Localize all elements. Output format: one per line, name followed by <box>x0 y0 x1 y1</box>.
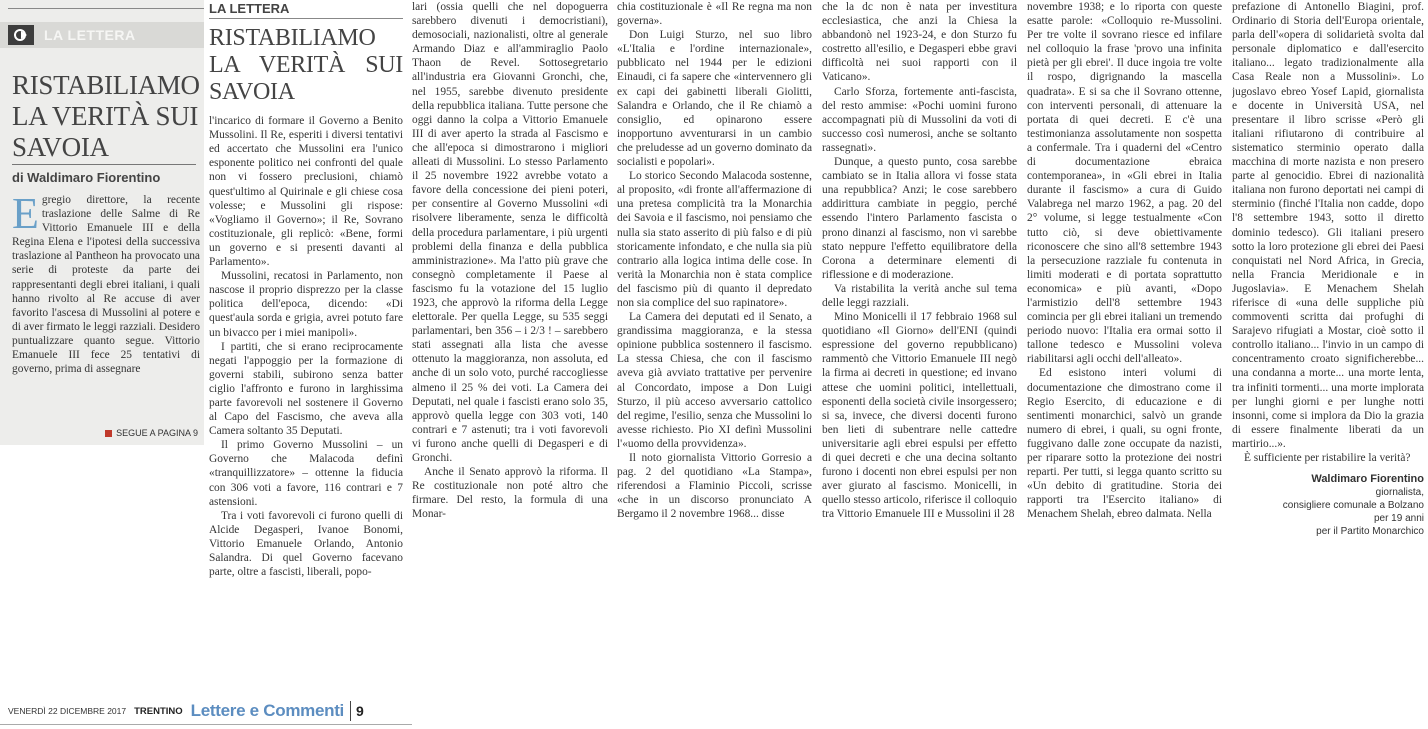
signature-line: per 19 anni <box>1373 513 1424 525</box>
article-column-4 <box>822 0 1017 695</box>
intro-top-rule <box>8 8 204 9</box>
article-column-1 <box>209 0 403 695</box>
footer-page-number: 9 <box>355 703 364 719</box>
intro-body <box>12 189 200 376</box>
paragraph: Ed esistono interi volumi di documentazione che dimostrano come il Regio Esercito, di educazione e di sentimenti monarchici, salvò un grande numero di ebrei, i quali, su ogni fronte, fuggivano dalle zone occupate da nazisti, per riparare sotto la protezione dei nostri reparti. Per tutti, si legga quanto scritto su «Un debito di gratitudine. Storia dei rapporti tra l'Esercito italiano» di Menachem Shelah, ebreo dalmata. Nella <box>1027 367 1222 521</box>
intro-byline: di Waldimaro Fiorentino <box>12 170 161 185</box>
intro-headline: RISTABILIAMO LA VERITÀ SUI SAVOIA <box>12 70 200 162</box>
paragraph: prefazione di Antonello Biagini, prof. Ordinario di Storia dell'Europa orientale, parla dell'«opera di solidarietà svolta dal personale diplomatico e dall'esercito italiano... legato tradizionalmente alla Casa Reale non a Mussolini». Lo jugoslavo ebreo Yosef Lapid, giornalista e docente in Università USA, nel presentare il libro scrisse «Però gli italiani rifiutarono di contribuire al sistematico sterminio operato dalla macchina di morte nazista e non presero parte al genocidio. Ebrei di nazionalità italiana non furono deportati nei campi di sterminio (finché l'Italia non cadde, dopo l'8 settembre 1943, sotto il diretto dominio tedesco). Gli italiani presero sotto la loro protezione gli ebrei dei Paesi conquistati nel Nord Africa, in Grecia, nella Francia Meridionale e in Jugoslavia». E Menachem Shelah riferisce di «una delle suppliche più commoventi scritta dai profughi di Sarajevo rifugiati a Mostar, cioè sotto il controllo italiano... l'invio in un campo di concentramento croato significherebbe... una condanna a morte... una morte lenta, tra infiniti tormenti... una morte implorata per lunghi giorni e per lunghe notti insonni, come si implora da Dio la grazia di essere finalmente liberati da un martirio...». <box>1232 1 1424 450</box>
article-column-6 <box>1232 0 1424 700</box>
paragraph: Tra i voti favorevoli ci furono quelli di Alcide Degasperi, Ivanoe Bonomi, Vittorio Emanuele Orlando, Antonio Salandra. Di quel Governo facevano parte, oltre a fascisti, liberali, popo- <box>209 509 403 579</box>
paragraph: chia costituzionale è «Il Re regna ma non governa». <box>617 1 812 28</box>
intro-headline-rule <box>12 164 196 165</box>
page-footer <box>0 698 412 725</box>
paragraph: lari (ossia quelli che nel dopoguerra sarebbero divenuti i democristiani), demosociali, nazionalisti, oltre al generale Armando Diaz e all'ammiraglio Paolo Thaon de Revel. Sottosegretario all'industria era Giovanni Gronchi, che, nel 1955, sarebbe divenuto presidente della repubblica italiana. Tutte persone che oggi danno la colpa a Vittorio Emanuele III di aver aperto la strada al Fascismo e che all'epoca si dimostrarono i migliori alleati di Mussolini. Lo stesso Parlamento il 25 novembre 1922 avrebbe votato a favore della concessione dei pieni poteri, per consentire al Governo Mussolini «di risolvere liberamente, senza le difficoltà della procedura parlamentare, i più urgenti problemi della finanza e della pubblica amministrazione». Ma l'atto più grave che consegnò completamente il Paese al fascismo fu la votazione del 15 luglio 1923, che approvò la riforma della Legge elettorale. Per quella Legge, su 535 seggi parlamentari, ben 356 – i 2/3 ! – sarebbero stati assegnati alla lista che avesse ottenuto la maggioranza, non assoluta, ed anche di un solo voto, purché raccogliesse almeno il 25 % dei voti. La Camera dei Deputati, nel quale i fascisti erano solo 35, approvò quella legge con 303 voti, 140 contrari e 7 astenuti; tra i voti favorevoli vi furono anche quelli di Degasperi e di Gronchi. <box>412 1 608 464</box>
paragraph: Anche il Senato approvò la riforma. Il Re costituzionale non poté altro che firmare. Del resto, la formula di una Monar- <box>412 466 608 521</box>
signature-line: consigliere comunale a Bolzano <box>1282 500 1424 512</box>
continue-label: SEGUE A PAGINA 9 <box>116 428 198 438</box>
article-column-3 <box>617 0 812 695</box>
intro-body-text: gregio direttore, la recente traslazione delle Salme di Re Vittorio Emanuele III e della Regina Elena e l'ipotesi della successiva traslazione al Pantheon ha provocato una serie di proteste da parte dei rappresentanti degli ebrei italiani, i quali hanno rivolto al Re accuse di aver favorito l'ascesa di Mussolini al potere e di aver firmato le leggi razziali. Desidero puntualizzare quanto segue. Vittorio Emanuele III fece 25 tentativi di governo, prima di assegnare <box>12 194 200 376</box>
paragraph: l'incarico di formare il Governo a Benito Mussolini. Il Re, esperiti i diversi tentativi ed accertato che Mussolini era l'unico esponente politico nei confronti del quale non vi fossero preclusioni, chiamò quest'ultimo al Quirinale e gli chiese cosa volesse; e Mussolini gli rispose: «Vogliamo il Governo»; il Re, Sovrano costituzionale, gli replicò: «Bene, formi un governo e si presenti davanti al Parlamento». <box>209 115 403 269</box>
intro-dropcap: E <box>12 189 39 238</box>
paragraph: Il primo Governo Mussolini – un Governo che Malacoda definì «tranquillizzatore» – ottenne la fiducia con 306 voti a favore, 116 contrari e 7 astensioni. <box>209 439 403 508</box>
paragraph: Va ristabilita la verità anche sul tema delle leggi razziali. <box>822 282 1017 309</box>
article-column-5 <box>1027 0 1222 695</box>
paragraph: Il noto giornalista Vittorio Gorresio a pag. 2 del quotidiano «La Stampa», riferendosi a Flaminio Piccoli, scrisse «che in un discorso pronunciato A Bergamo il 2 novembre 1968... disse <box>617 452 812 521</box>
article-column-2 <box>412 0 608 695</box>
article-rubric-rule <box>209 18 403 19</box>
paragraph: Mino Monicelli il 17 febbraio 1968 sul quotidiano «Il Giorno» dell'ENI (quindi espressione del governo repubblicano) rammentò che Vittorio Emanuele III negò la firma ai decreti in questione; ed invano attese che uomini politici, intellettuali, esponenti della società civile insorgessero; si sa, invece, che diversi docenti furono ben lieti di subentrare nelle cattedre universitarie agli ebrei espulsi per effetto di quei decreti e che una decina soltanto furono i docenti non ebrei espulsi per non aver giurato al fascismo. Monicelli, in quello stesso articolo, riferisce il colloquio tra Vittorio Emanuele III e Mussolini il 28 <box>822 311 1017 521</box>
intro-rubric-bar <box>0 22 204 48</box>
paragraph: Lo storico Secondo Malacoda sostenne, al proposito, «di fronte all'affermazione di una pretesa complicità tra la Monarchia dei Savoia e il fascismo, noi pensiamo che nulla sia stato asserito di più falso e di più storicamente infondato, e che nulla sia più contrario alla logica intima delle cose. In verità la Monarchia non è stata complice del fascismo più di quanto il depredato non sia complice del suo rapinatore». <box>617 170 812 309</box>
continue-link[interactable] <box>105 428 198 438</box>
signature-name: Waldimaro Fiorentino <box>1311 473 1424 486</box>
intro-rubric-label: LA LETTERA <box>44 27 136 43</box>
footer-divider <box>350 701 351 721</box>
footer-section-title: Lettere e Commenti <box>190 701 344 720</box>
article-rubric: LA LETTERA <box>209 1 290 16</box>
paragraph: I partiti, che si erano reciprocamente negati l'appoggio per la formazione di governi stabili, subirono senza batter ciglio l'affronto e furono in larghissima parte favorevoli nel sostenere il Governo al Capo del Fascismo, che aveva alla Camera soltanto 35 Deputati. <box>209 340 403 438</box>
square-bullet-icon <box>105 430 112 437</box>
paragraph: Dunque, a questo punto, cosa sarebbe cambiato se in Italia allora vi fosse stata una repubblica? Anzi; le cose sarebbero addirittura cambiate in peggio, perché essendo l'intero Parlamento fascista o prono dinanzi al fascismo, non vi sarebbe stato neppure l'effetto equilibratore della Corona a determinare elementi di riflessione e di moderazione. <box>822 156 1017 281</box>
paragraph: Mussolini, recatosi in Parlamento, non nascose il proprio disprezzo per la classe politica dell'epoca, dicendo: «Di quest'aula sorda e grigia, avrei potuto fare un bivacco per i miei manipoli». <box>209 270 403 339</box>
article-headline: RISTABILIAMO LA VERITÀ SUI SAVOIA <box>209 25 403 106</box>
signature <box>1232 473 1424 538</box>
arrow-icon <box>8 25 34 45</box>
signature-line: giornalista, <box>1375 487 1424 499</box>
paragraph: che la dc non è nata per investitura ecclesiastica, che anzi la Chiesa la abbandonò nel 1923-24, e don Sturzo fu costretto all'esilio, e Degasperi ebbe gravi difficoltà nei suoi rapporti con il Vaticano». <box>822 1 1017 84</box>
paragraph: Don Luigi Sturzo, nel suo libro «L'Italia e l'ordine internazionale», pubblicato nel 1944 per le edizioni Einaudi, ci fa sapere che «intervennero gli ex capi dei gabinetti liberali Giolitti, Salandra e Orlando, che il Re chiamò a consiglio, ed opinarono essere inopportuno avventurarsi in un cambio che preludesse ad un governo dominato da socialisti e popolari». <box>617 29 812 169</box>
paragraph: È sufficiente per ristabilire la verità? <box>1244 452 1411 464</box>
signature-line: per il Partito Monarchico <box>1316 526 1424 538</box>
paragraph: Carlo Sforza, fortemente anti-fascista, del resto ammise: «Pochi uomini furono accompagnati più di Mussolini da voti di successo così numerosi, anche se soltanto rassegnati». <box>822 85 1017 154</box>
paragraph: La Camera dei deputati ed il Senato, a grandissima maggioranza, e la stessa opinione pubblica sostennero il fascismo. La stessa Chiesa, che con il fascismo aveva già avviato trattative per pervenire al Concordato, impose a Don Luigi Sturzo, il più acceso avversario cattolico del regime, l'esilio, senza che Mussolini lo avesse richiesto. Pio XI definì Mussolini l'«uomo della provvidenza». <box>617 311 812 450</box>
footer-paper-name: TRENTINO <box>134 705 183 717</box>
paragraph: novembre 1938; e lo riporta con queste esatte parole: «Colloquio re-Mussolini. Per tre volte il sovrano riesce ed infilare nel colloquio la frase 'provo una infinita pietà per gli ebrei'. Il duce ingoia tre volte il rospo, digrignando la mascella quadrata». E si sa che il Sovrano ottenne, con interventi personali, di attenuare la portata di quei decreti. E c'è una testimonianza assolutamente non sospetta a confermale. Tra i quaderni del «Centro di documentazione ebraica contemporanea», in «Gli ebrei in Italia durante il fascismo» a cura di Guido Valabrega nel marzo 1962, a pag. 20 del 2° volume, si legge testualmente «Con tutto ciò, si deve obiettivamente riconoscere che sino all'8 settembre 1943 la persecuzione razziale fu contenuta in limiti moderati e di portata soprattutto economica» e più avanti, «Dopo l'armistizio dell'8 settembre 1943 comincia per gli ebrei italiani un tremendo periodo nuovo: l'Italia era ormai sotto il tallone tedesco e Mussolini voleva riabilitarsi agli occhi dell'alleato». <box>1027 1 1222 366</box>
intro-box <box>0 0 204 445</box>
footer-date: VENERDÌ 22 DICEMBRE 2017 <box>8 706 127 716</box>
